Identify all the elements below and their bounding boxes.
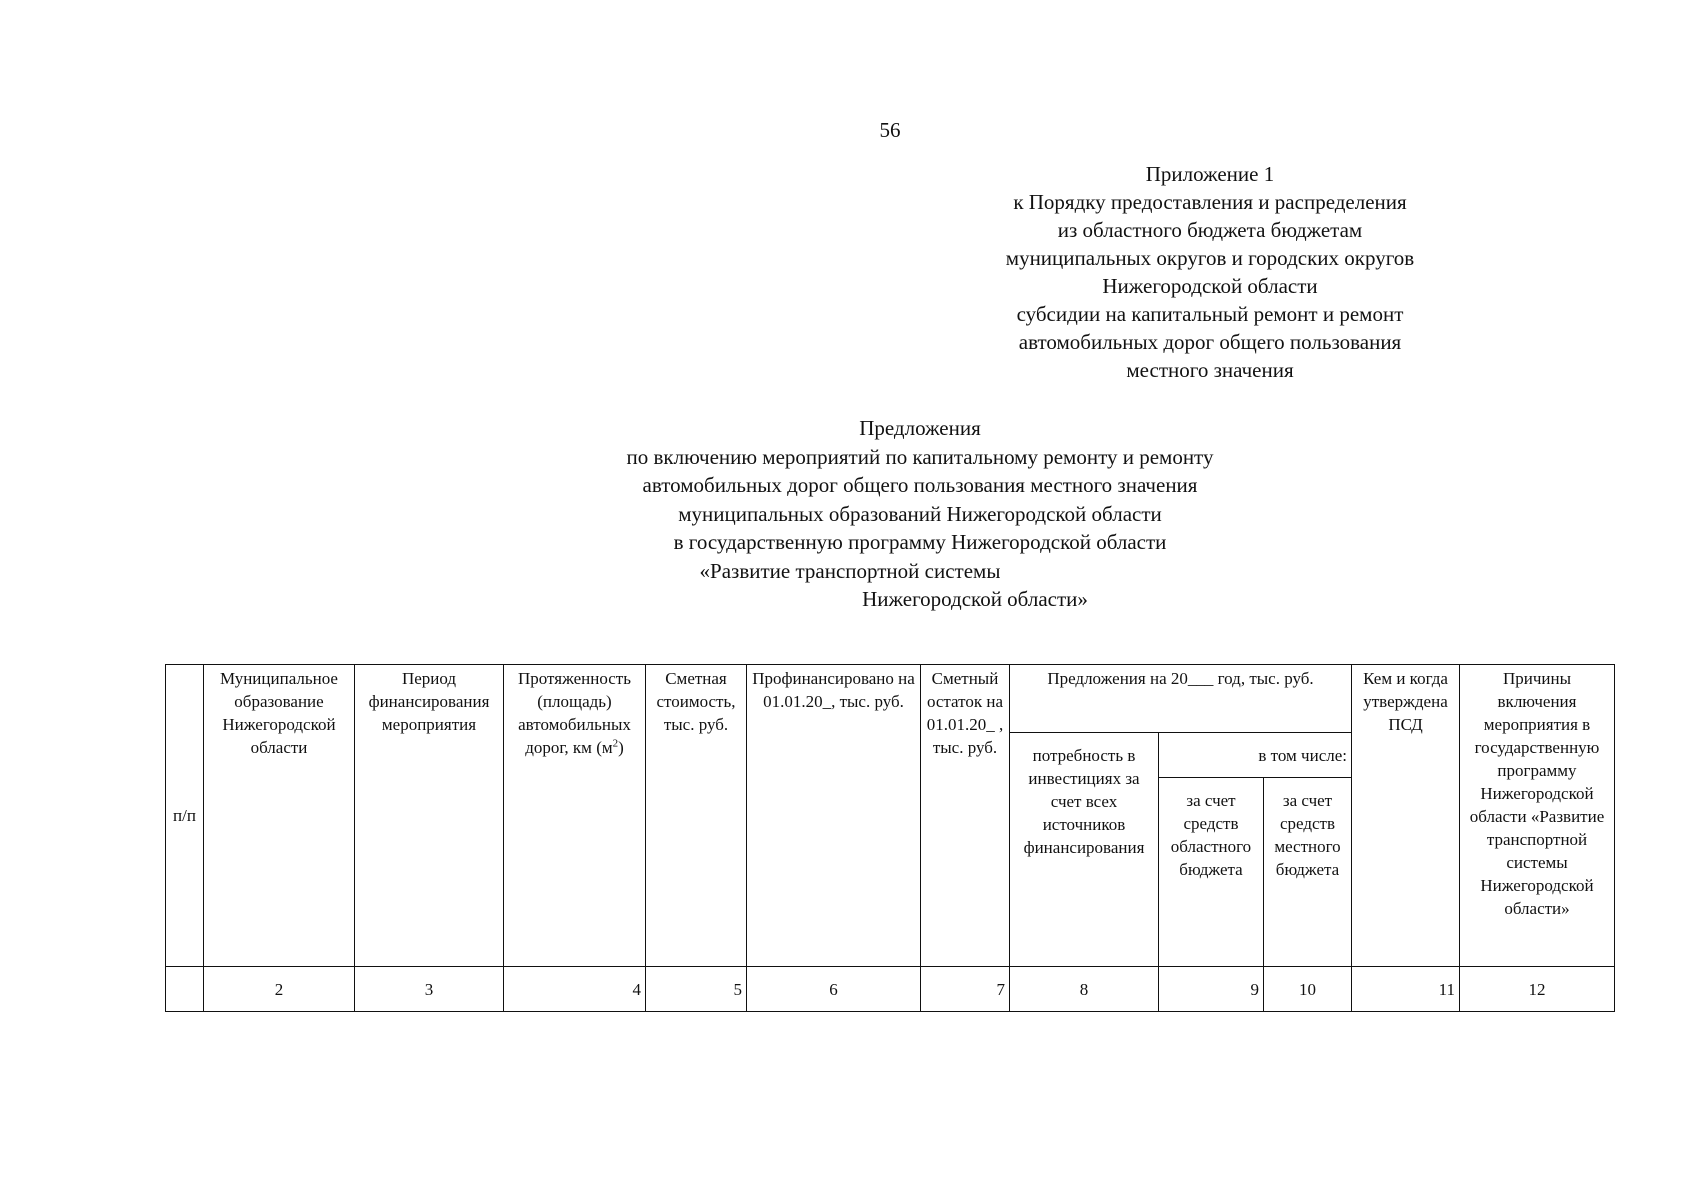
column-number: 5 <box>646 967 747 1012</box>
column-numbers-row <box>166 967 1615 1012</box>
annex-line: из областного бюджета бюджетам <box>1057 218 1363 242</box>
annex-line: субсидии на капитальный ремонт и ремонт <box>1016 302 1404 326</box>
header-period: Период финансирования мероприятия <box>355 665 504 967</box>
column-number: 2 <box>204 967 355 1012</box>
annex-line: местного значения <box>1126 358 1294 382</box>
header-local-budget: за счет средств местного бюджета <box>1264 778 1352 967</box>
proposal-line: в государственную программу Нижегородской области <box>673 530 1167 554</box>
proposals-table <box>165 664 1615 1012</box>
annex-title: Приложение 1 <box>1145 162 1275 186</box>
header-regional-budget: за счет средств областного бюджета <box>1159 778 1264 967</box>
column-number: 9 <box>1159 967 1264 1012</box>
header-psd-approval: Кем и когда утверждена ПСД <box>1352 665 1460 967</box>
column-number: 10 <box>1264 967 1352 1012</box>
column-number: 6 <box>747 967 921 1012</box>
annex-line: к Порядку предоставления и распределения <box>1013 190 1407 214</box>
header-proposals-group: Предложения на 20___ год, тыс. руб. <box>1010 665 1352 733</box>
column-number <box>166 967 204 1012</box>
column-number: 3 <box>355 967 504 1012</box>
annex-line: муниципальных округов и городских округов <box>1005 246 1415 270</box>
header-need: потребность в инвестициях за счет всех источников финансирования <box>1010 733 1159 967</box>
annex-line: Нижегородской области <box>1102 274 1318 298</box>
header-length: Протяженность (площадь) автомобильных дорог, км $(м^2)$ <box>504 665 646 967</box>
header-including: в том числе: <box>1159 733 1352 778</box>
header-reasons: Причины включения мероприятия в государственную программу Нижегородской области «Развитие транспортной системы Нижегородской области» <box>1460 665 1615 967</box>
proposal-line: автомобильных дорог общего пользования местного значения <box>642 473 1198 497</box>
column-number: 12 <box>1460 967 1615 1012</box>
header-balance: Сметный остаток на 01.01.20_ , тыс. руб. <box>921 665 1010 967</box>
column-number: 8 <box>1010 967 1159 1012</box>
annex-header <box>940 160 1480 384</box>
proposal-line: по включению мероприятий по капитальному ремонту и ремонту <box>626 444 1214 469</box>
proposal-line: «Развитие транспортной системы <box>699 558 1001 583</box>
annex-line: автомобильных дорог общего пользования <box>1018 330 1402 354</box>
header-num: п/п <box>166 665 204 967</box>
proposal-line: Нижегородской области» <box>862 587 1088 611</box>
column-number: 7 <box>921 967 1010 1012</box>
proposal-line: муниципальных образований Нижегородской области <box>678 501 1162 526</box>
proposal-title: Предложения <box>859 416 981 440</box>
proposal-heading <box>470 414 1370 614</box>
header-financed: Профинансировано на 01.01.20_, тыс. руб. <box>747 665 921 967</box>
column-number: 4 <box>504 967 646 1012</box>
page-number: 56 <box>879 118 901 142</box>
column-number: 11 <box>1352 967 1460 1012</box>
header-estimated-cost: Сметная стоимость, тыс. руб. <box>646 665 747 967</box>
header-municipality: Муниципальное образование Нижегородской области <box>204 665 355 967</box>
